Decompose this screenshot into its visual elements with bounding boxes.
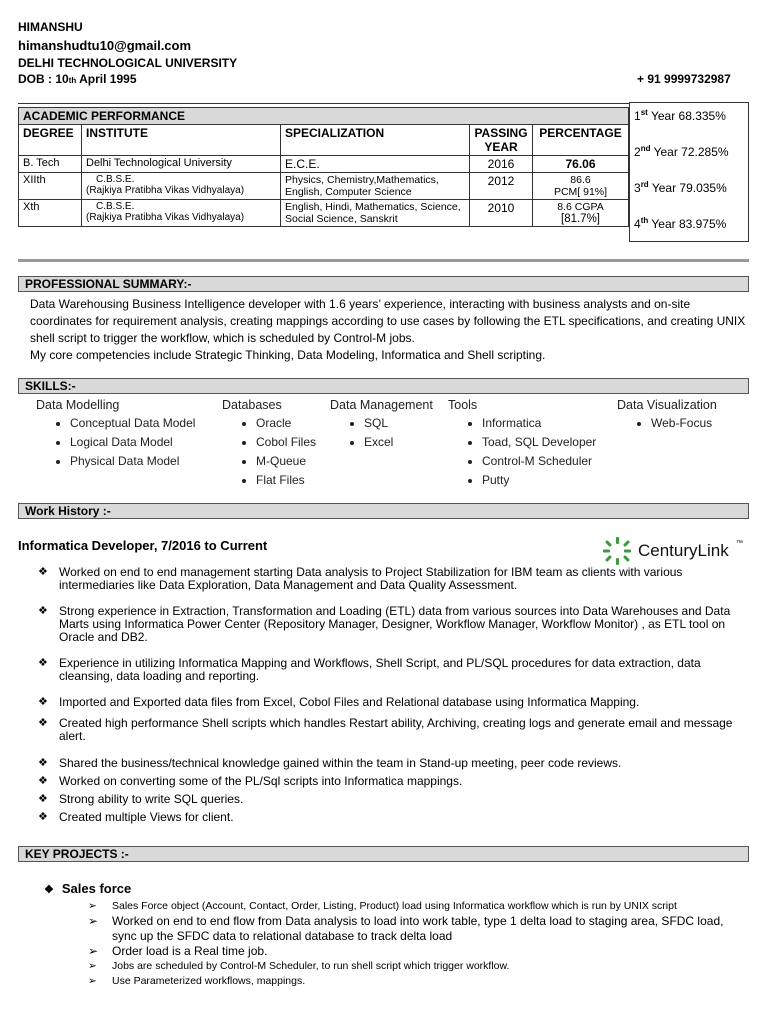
col-percentage: PERCENTAGE	[533, 125, 629, 156]
year-sup: st	[640, 108, 648, 117]
skill-group-name: Databases	[222, 398, 282, 412]
skill-group	[36, 398, 195, 471]
centurylink-name: CenturyLink	[638, 541, 729, 560]
work-bullet-text: Worked on converting some of the PL/Sql scripts into Informatica mappings.	[59, 774, 463, 788]
year-text: Year 72.285%	[653, 145, 729, 159]
year-text: Year 68.335%	[650, 109, 726, 123]
col-degree: DEGREE	[19, 125, 82, 156]
project-item	[88, 959, 748, 974]
work-bullet-text: Worked on end to end management starting Data analysis to Project Stabilization for IBM team as clients with various intermediaries like Data Exploration, Data Management and Data Quality Assessment.	[59, 565, 683, 592]
skill-item: • Control-M Scheduler	[482, 452, 596, 471]
row-pct: 76.06	[533, 156, 629, 173]
skill-item: • Oracle	[256, 414, 316, 433]
year-num: 3	[634, 181, 641, 195]
year-score	[634, 180, 727, 195]
skill-item: • Flat Files	[256, 471, 316, 490]
dob-label: DOB : 10	[18, 72, 69, 86]
work-bullet	[38, 757, 750, 770]
skill-item: • Conceptual Data Model	[70, 414, 195, 433]
row-year: 2010	[470, 200, 533, 227]
row-institute: C.B.S.E.	[96, 174, 135, 185]
row-institute-school: (Rajkiya Pratibha Vikas Vidhyalaya)	[86, 212, 245, 223]
row-year: 2016	[470, 156, 533, 173]
summary-p2: My core competencies include Strategic Thinking, Data Modeling, Informatica and Shell scripting.	[30, 348, 546, 362]
skill-item: • M-Queue	[256, 452, 316, 471]
project-item	[88, 944, 748, 959]
project-item	[88, 974, 748, 989]
work-bullet	[38, 605, 750, 644]
divider	[18, 259, 749, 262]
project-name	[44, 881, 131, 896]
year-num: 1	[634, 109, 641, 123]
arrow-bullet-icon: ➢	[88, 975, 97, 987]
year-score	[634, 108, 726, 123]
work-bullet-text: Experience in utilizing Informatica Mapping and Workflows, Shell Script, and PL/SQL procedures for data extraction, data cleansing, data loading and reporting.	[59, 656, 701, 683]
project-item-text: Sales Force object (Account, Contact, Order, Listing, Product) load using Informatica workflow which is run by UNIX script	[112, 900, 677, 912]
work-bullet	[38, 793, 750, 806]
work-bullet-text: Shared the business/technical knowledge gained within the team in Stand-up meeting, peer code reviews.	[59, 756, 622, 770]
row-pct: 8.6 CGPA	[557, 201, 604, 213]
arrow-bullet-icon: ➢	[88, 900, 97, 912]
work-bullet-text: Created high performance Shell scripts which handles Restart ability, Archiving, creating logs and generate email and message alert.	[59, 716, 733, 743]
dob-rest: April 1995	[79, 72, 137, 86]
skill-group	[617, 398, 717, 433]
diamond-bullet-icon: ❖	[38, 605, 48, 617]
work-bullet-text: Strong ability to write SQL queries.	[59, 792, 244, 806]
centurylink-tm: ™	[736, 540, 743, 547]
row-spec: English, Hindi, Mathematics, Science, Social Science, Sanskrit	[281, 200, 470, 227]
row-spec: E.C.E.	[281, 156, 470, 173]
diamond-bullet-icon: ❖	[38, 566, 48, 578]
project-item-text: Jobs are scheduled by Control-M Scheduler, to run shell script which trigger workflow.	[112, 960, 510, 972]
diamond-bullet-icon: ❖	[38, 696, 48, 708]
row-institute: C.B.S.E.	[96, 201, 135, 212]
candidate-name: HIMANSHU	[18, 20, 83, 34]
row-degree: B. Tech	[19, 156, 82, 173]
row-pct-percent: [81.7%]	[561, 213, 600, 225]
skill-group	[330, 398, 433, 452]
year-text: Year 83.975%	[651, 217, 727, 231]
diamond-bullet-icon: ❖	[38, 775, 48, 787]
skills-title: SKILLS:-	[18, 378, 749, 394]
project-item-text: Worked on end to end flow from Data analysis to load into work table, type 1 delta load to staging area, SFDC load, sync up the SFDC data to relational database to track delta load	[112, 914, 724, 943]
dob	[18, 72, 137, 86]
phone: + 91 9999732987	[637, 72, 731, 86]
year-num: 4	[634, 217, 641, 231]
row-degree: XIIth	[19, 173, 82, 200]
email: himanshudtu10@gmail.com	[18, 38, 192, 53]
project-item	[88, 899, 748, 914]
work-bullet	[38, 696, 750, 709]
skill-item: • Informatica	[482, 414, 596, 433]
diamond-bullet-icon: ❖	[44, 884, 54, 896]
diamond-bullet-icon: ❖	[38, 811, 48, 823]
year-text: Year 79.035%	[651, 181, 727, 195]
project-item-text: Order load is a Real time job.	[112, 944, 268, 958]
skill-item: • Excel	[364, 433, 433, 452]
year-sup: rd	[640, 180, 649, 189]
skill-item: • Physical Data Model	[70, 452, 195, 471]
work-bullet	[38, 657, 750, 683]
year-score	[634, 144, 729, 159]
skill-group-name: Data Modelling	[36, 398, 120, 412]
row-year: 2012	[470, 173, 533, 200]
work-bullet-text: Imported and Exported data files from Excel, Cobol Files and Relational database using Informatica Mapping.	[59, 695, 640, 709]
summary-p1: Data Warehousing Business Intelligence developer with 1.6 years’ experience, interacting with business analysts and on-site coordinates for requirement analysis, creating mappings according to use cases by following the ETL specifications, and creating UNIX shell script to trigger the workflow, which is scheduled by Control-M jobs.	[30, 297, 746, 345]
project-name-text: Sales force	[61, 881, 132, 896]
row-pct-pcm: PCM[ 91%]	[553, 186, 608, 198]
work-bullet	[38, 775, 750, 788]
row-institute-school: (Rajkiya Pratibha Vikas Vidhyalaya)	[86, 185, 245, 196]
dob-suffix: th	[68, 76, 77, 85]
year-sup: th	[640, 216, 649, 225]
skill-group-name: Tools	[448, 398, 478, 412]
skill-item: • Putty	[482, 471, 596, 490]
col-specialization: SPECIALIZATION	[281, 125, 470, 156]
academic-table	[18, 107, 629, 227]
arrow-bullet-icon: ➢	[88, 944, 99, 958]
work-bullet-text: Strong experience in Extraction, Transformation and Loading (ETL) data from various sources into Data Warehouses and Data Marts using Informatica Power Center (Repository Manager, Designer, Workflow Manager, Workflow Monitor) , as ETL tool on Oracle and DB2.	[59, 604, 731, 644]
arrow-bullet-icon: ➢	[88, 914, 99, 928]
diamond-bullet-icon: ❖	[38, 657, 48, 669]
row-institute: Delhi Technological University	[82, 156, 281, 173]
skill-item: • Cobol Files	[256, 433, 316, 452]
arrow-bullet-icon: ➢	[88, 960, 97, 972]
summary-title: PROFESSIONAL SUMMARY:-	[18, 276, 749, 292]
skill-item: • Web-Focus	[651, 414, 717, 433]
row-pct: 86.6	[570, 174, 591, 186]
col-passing-year: PASSING YEAR	[470, 125, 533, 156]
project-item-text: Use Parameterized workflows, mappings.	[112, 975, 306, 987]
col-institute: INSTITUTE	[82, 125, 281, 156]
work-bullet-text: Created multiple Views for client.	[59, 810, 234, 824]
work-bullet	[38, 717, 750, 743]
skill-item: • Logical Data Model	[70, 433, 195, 452]
year-num: 2	[634, 145, 641, 159]
year-score	[634, 216, 726, 231]
year-sup: nd	[640, 144, 651, 153]
skill-group	[448, 398, 596, 490]
work-bullet	[38, 566, 750, 592]
diamond-bullet-icon: ❖	[38, 793, 48, 805]
diamond-bullet-icon: ❖	[38, 717, 48, 729]
centurylink-logo	[602, 536, 750, 566]
summary-text	[30, 296, 752, 364]
centurylink-logo-icon	[602, 536, 634, 566]
skill-item: • SQL	[364, 414, 433, 433]
project-list	[88, 899, 748, 989]
work-title: Work History :-	[18, 503, 749, 519]
project-item	[88, 914, 748, 944]
diamond-bullet-icon: ❖	[38, 757, 48, 769]
academic-title: ACADEMIC PERFORMANCE	[19, 108, 629, 125]
work-bullet	[38, 811, 750, 824]
row-spec: Physics, Chemistry,Mathematics, English, Computer Science	[281, 173, 470, 200]
skill-group-name: Data Management	[330, 398, 433, 412]
projects-title: KEY PROJECTS :-	[18, 846, 749, 862]
university: DELHI TECHNOLOGICAL UNIVERSITY	[18, 56, 238, 70]
skill-group	[222, 398, 316, 490]
row-degree: Xth	[19, 200, 82, 227]
skill-group-name: Data Visualization	[617, 398, 717, 412]
job-title: Informatica Developer, 7/2016 to Current	[18, 538, 268, 553]
skill-item: • Toad, SQL Developer	[482, 433, 596, 452]
